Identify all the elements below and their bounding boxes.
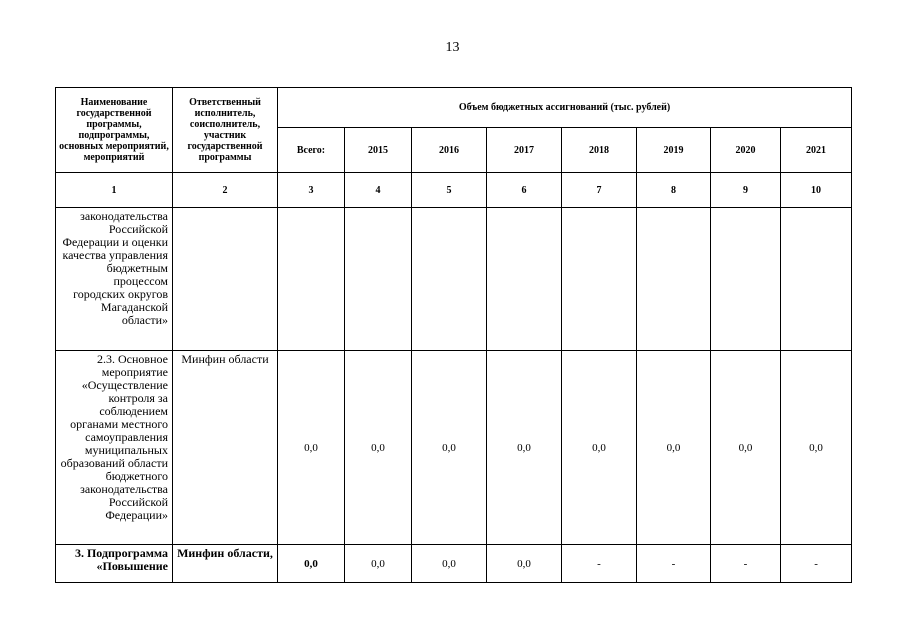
header-year: 2020	[711, 128, 781, 173]
value-cell: 0,0	[412, 545, 487, 583]
value-cell: 0,0	[562, 351, 637, 545]
value-cell: 0,0	[345, 351, 412, 545]
value-cell: 0,0	[412, 351, 487, 545]
value-cell	[711, 208, 781, 351]
value-cell	[781, 208, 852, 351]
value-cell: 0,0	[278, 545, 345, 583]
header-year: 2016	[412, 128, 487, 173]
header-total: Всего:	[278, 128, 345, 173]
value-cell: -	[562, 545, 637, 583]
budget-table	[55, 87, 852, 583]
header-budget: Объем бюджетных ассигнований (тыс. рублей)	[278, 88, 852, 128]
header-year: 2015	[345, 128, 412, 173]
value-cell	[487, 208, 562, 351]
header-name: Наименование государственной программы, подпрограммы, основных мероприятий, мероприятий	[56, 88, 173, 173]
value-cell	[345, 208, 412, 351]
column-number: 8	[637, 173, 711, 208]
program-name-cell: 3. Подпрограмма «Повышение	[56, 545, 173, 583]
value-cell: -	[781, 545, 852, 583]
value-cell: 0,0	[711, 351, 781, 545]
value-cell: 0,0	[278, 351, 345, 545]
value-cell: 0,0	[487, 351, 562, 545]
column-number: 7	[562, 173, 637, 208]
value-cell: 0,0	[637, 351, 711, 545]
value-cell	[637, 208, 711, 351]
value-cell	[562, 208, 637, 351]
header-year: 2021	[781, 128, 852, 173]
column-number: 3	[278, 173, 345, 208]
table-row	[56, 351, 852, 545]
program-name-cell: 2.3. Основное мероприятие «Осуществление контроля за соблюдением органами местного самоуправления муниципальных образований области бюджетного законодательства Российской Федерации»	[56, 351, 173, 545]
value-cell: -	[637, 545, 711, 583]
column-number: 6	[487, 173, 562, 208]
column-number: 9	[711, 173, 781, 208]
header-executor: Ответственный исполнитель, соисполнитель, участник государственной программы	[173, 88, 278, 173]
column-number: 10	[781, 173, 852, 208]
executor-cell: Минфин области,	[173, 545, 278, 583]
column-number: 1	[56, 173, 173, 208]
value-cell	[412, 208, 487, 351]
header-row-top	[56, 88, 852, 128]
table-row	[56, 545, 852, 583]
page-number: 13	[445, 40, 460, 55]
value-cell: -	[711, 545, 781, 583]
header-year: 2018	[562, 128, 637, 173]
header-year: 2017	[487, 128, 562, 173]
table-row	[56, 208, 852, 351]
column-number-row	[56, 173, 852, 208]
column-number: 5	[412, 173, 487, 208]
value-cell: 0,0	[781, 351, 852, 545]
program-name-cell: законодательства Российской Федерации и оценки качества управления бюджетным процессом городских округов Магаданской области»	[56, 208, 173, 351]
value-cell	[278, 208, 345, 351]
column-number: 4	[345, 173, 412, 208]
header-year: 2019	[637, 128, 711, 173]
column-number: 2	[173, 173, 278, 208]
executor-cell: Минфин области	[173, 351, 278, 545]
value-cell: 0,0	[487, 545, 562, 583]
value-cell: 0,0	[345, 545, 412, 583]
executor-cell	[173, 208, 278, 351]
